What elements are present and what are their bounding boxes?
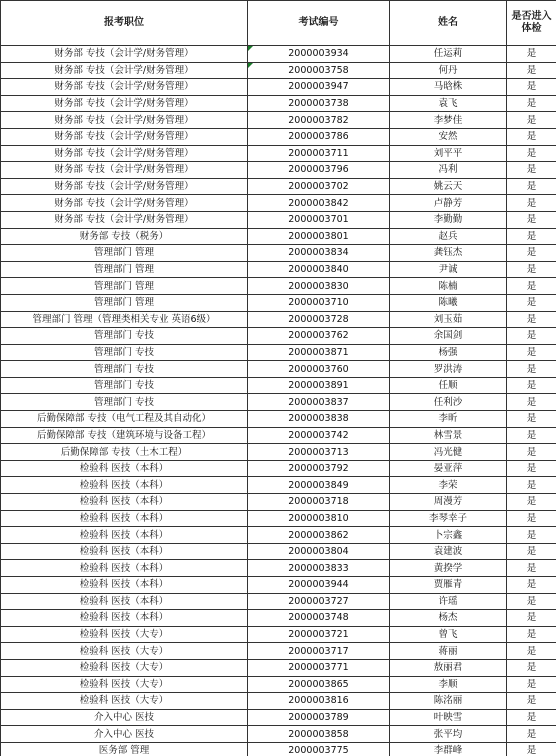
cell-exam-no[interactable]: 2000003934 [248, 46, 390, 63]
cell-name[interactable]: 周漫芳 [390, 494, 507, 511]
cell-exam-no[interactable]: 2000003816 [248, 693, 390, 710]
table-row [1, 95, 556, 112]
cell-name[interactable]: 马晗株 [390, 79, 507, 96]
cell-exam-no[interactable]: 2000003711 [248, 145, 390, 162]
cell-exam-no[interactable]: 2000003721 [248, 626, 390, 643]
cell-name[interactable]: 冯利 [390, 162, 507, 179]
cell-exam-no[interactable]: 2000003760 [248, 361, 390, 378]
cell-name[interactable]: 任运莉 [390, 46, 507, 63]
cell-physical-exam[interactable]: 是 [507, 593, 556, 610]
cell-physical-exam[interactable]: 是 [507, 527, 556, 544]
table-row [1, 245, 556, 262]
cell-exam-no[interactable]: 2000003782 [248, 112, 390, 129]
cell-physical-exam[interactable]: 是 [507, 510, 556, 527]
cell-position[interactable]: 管理部门 专技 [1, 377, 248, 394]
cell-physical-exam[interactable]: 是 [507, 145, 556, 162]
cell-exam-no[interactable]: 2000003775 [248, 742, 390, 756]
cell-position[interactable]: 检验科 医技（本科） [1, 477, 248, 494]
cell-physical-exam[interactable]: 是 [507, 444, 556, 461]
cell-exam-no[interactable]: 2000003762 [248, 328, 390, 345]
cell-position[interactable]: 检验科 医技（大专） [1, 676, 248, 693]
table-row [1, 659, 556, 676]
cell-position[interactable]: 财务部 专技（会计学/财务管理） [1, 79, 248, 96]
cell-physical-exam[interactable]: 是 [507, 311, 556, 328]
error-indicator-icon [248, 63, 253, 68]
cell-position[interactable]: 检验科 医技（本科） [1, 494, 248, 511]
cell-name[interactable]: 蒋丽 [390, 643, 507, 660]
cell-name[interactable]: 刘玉茹 [390, 311, 507, 328]
cell-exam-no[interactable]: 2000003838 [248, 411, 390, 428]
cell-name[interactable]: 张平均 [390, 726, 507, 743]
cell-physical-exam[interactable]: 是 [507, 261, 556, 278]
cell-exam-no[interactable]: 2000003833 [248, 560, 390, 577]
table-row [1, 311, 556, 328]
cell-exam-no[interactable]: 2000003727 [248, 593, 390, 610]
cell-name[interactable]: 冯光健 [390, 444, 507, 461]
header-physical-exam-text: 是否进入 体检 [511, 11, 552, 34]
cell-name[interactable]: 袁飞 [390, 95, 507, 112]
cell-position[interactable]: 检验科 医技（本科） [1, 510, 248, 527]
table-row [1, 178, 556, 195]
cell-physical-exam[interactable]: 是 [507, 643, 556, 660]
cell-position[interactable]: 后勤保障部 专技（土木工程） [1, 444, 248, 461]
cell-position[interactable]: 财务部 专技（会计学/财务管理） [1, 145, 248, 162]
table-row [1, 62, 556, 79]
cell-position[interactable]: 管理部门 专技 [1, 328, 248, 345]
cell-name[interactable]: 林雪景 [390, 427, 507, 444]
cell-name[interactable]: 姚云天 [390, 178, 507, 195]
table-row [1, 328, 556, 345]
table-row [1, 460, 556, 477]
cell-name[interactable]: 罗洪涛 [390, 361, 507, 378]
table-row [1, 510, 556, 527]
cell-position[interactable]: 检验科 医技（本科） [1, 577, 248, 594]
cell-position[interactable]: 管理部门 管理 [1, 261, 248, 278]
table-row [1, 693, 556, 710]
cell-position[interactable]: 介入中心 医技 [1, 726, 248, 743]
cell-physical-exam[interactable]: 是 [507, 128, 556, 145]
cell-name[interactable]: 卜宗鑫 [390, 527, 507, 544]
header-position[interactable]: 报考职位 [1, 1, 248, 46]
cell-name[interactable]: 陈洺丽 [390, 693, 507, 710]
cell-exam-no[interactable]: 2000003789 [248, 709, 390, 726]
cell-physical-exam[interactable]: 是 [507, 659, 556, 676]
cell-exam-no[interactable]: 2000003728 [248, 311, 390, 328]
cell-exam-no[interactable]: 2000003742 [248, 427, 390, 444]
cell-physical-exam[interactable]: 是 [507, 394, 556, 411]
cell-exam-no[interactable]: 2000003786 [248, 128, 390, 145]
cell-position[interactable]: 检验科 医技（大专） [1, 643, 248, 660]
cell-physical-exam[interactable]: 是 [507, 742, 556, 756]
cell-exam-no[interactable]: 2000003865 [248, 676, 390, 693]
cell-physical-exam[interactable]: 是 [507, 328, 556, 345]
header-exam-no[interactable]: 考试编号 [248, 1, 390, 46]
table-row [1, 211, 556, 228]
cell-physical-exam[interactable]: 是 [507, 676, 556, 693]
cell-name[interactable]: 陈楠 [390, 278, 507, 295]
cell-name[interactable]: 李昕 [390, 411, 507, 428]
table-row [1, 726, 556, 743]
table-row [1, 195, 556, 212]
cell-position[interactable]: 检验科 医技（本科） [1, 543, 248, 560]
cell-position[interactable]: 检验科 医技（大专） [1, 693, 248, 710]
cell-physical-exam[interactable]: 是 [507, 560, 556, 577]
table-row [1, 593, 556, 610]
table-row [1, 361, 556, 378]
cell-position[interactable]: 后勤保障部 专技（建筑环境与设备工程） [1, 427, 248, 444]
cell-physical-exam[interactable]: 是 [507, 46, 556, 63]
cell-name[interactable]: 曾飞 [390, 626, 507, 643]
cell-position[interactable]: 检验科 医技（本科） [1, 593, 248, 610]
cell-name[interactable]: 陈曦 [390, 294, 507, 311]
cell-exam-no[interactable]: 2000003717 [248, 643, 390, 660]
cell-position[interactable]: 检验科 医技（本科） [1, 527, 248, 544]
cell-name[interactable]: 李琴幸子 [390, 510, 507, 527]
cell-position[interactable]: 检验科 医技（本科） [1, 460, 248, 477]
table-row [1, 128, 556, 145]
cell-position[interactable]: 管理部门 专技 [1, 344, 248, 361]
cell-exam-no[interactable]: 2000003830 [248, 278, 390, 295]
cell-exam-no[interactable]: 2000003710 [248, 294, 390, 311]
cell-physical-exam[interactable]: 是 [507, 543, 556, 560]
cell-position[interactable]: 检验科 医技（大专） [1, 626, 248, 643]
cell-position[interactable]: 管理部门 专技 [1, 361, 248, 378]
cell-position[interactable]: 管理部门 管理（管理类相关专业 英语6级） [1, 311, 248, 328]
cell-name[interactable]: 龚钰杰 [390, 245, 507, 262]
table-row [1, 610, 556, 627]
cell-exam-no[interactable]: 2000003801 [248, 228, 390, 245]
cell-position[interactable]: 财务部 专技（会计学/财务管理） [1, 95, 248, 112]
table-row [1, 626, 556, 643]
cell-name[interactable]: 何丹 [390, 62, 507, 79]
cell-position[interactable]: 检验科 医技（大专） [1, 659, 248, 676]
cell-physical-exam[interactable]: 是 [507, 79, 556, 96]
cell-physical-exam[interactable]: 是 [507, 709, 556, 726]
table-row [1, 79, 556, 96]
cell-exam-no[interactable]: 2000003891 [248, 377, 390, 394]
cell-position[interactable]: 检验科 医技（本科） [1, 610, 248, 627]
cell-physical-exam[interactable]: 是 [507, 460, 556, 477]
cell-physical-exam[interactable]: 是 [507, 95, 556, 112]
cell-physical-exam[interactable]: 是 [507, 344, 556, 361]
table-row [1, 145, 556, 162]
cell-name[interactable]: 李荣 [390, 477, 507, 494]
table-row [1, 444, 556, 461]
cell-position[interactable]: 财务部 专技（会计学/财务管理） [1, 211, 248, 228]
cell-physical-exam[interactable]: 是 [507, 245, 556, 262]
cell-exam-no[interactable]: 2000003771 [248, 659, 390, 676]
cell-position[interactable]: 财务部 专技（会计学/财务管理） [1, 195, 248, 212]
cell-name[interactable]: 贾雁青 [390, 577, 507, 594]
cell-position[interactable]: 检验科 医技（本科） [1, 560, 248, 577]
table-row [1, 643, 556, 660]
cell-exam-no[interactable]: 2000003842 [248, 195, 390, 212]
cell-exam-no[interactable]: 2000003944 [248, 577, 390, 594]
cell-physical-exam[interactable]: 是 [507, 211, 556, 228]
table-row [1, 543, 556, 560]
cell-physical-exam[interactable]: 是 [507, 411, 556, 428]
cell-position[interactable]: 财务部 专技（会计学/财务管理） [1, 162, 248, 179]
cell-exam-no[interactable]: 2000003862 [248, 527, 390, 544]
cell-name[interactable]: 黄揆学 [390, 560, 507, 577]
cell-physical-exam[interactable]: 是 [507, 112, 556, 129]
cell-exam-no[interactable]: 2000003834 [248, 245, 390, 262]
cell-physical-exam[interactable]: 是 [507, 162, 556, 179]
cell-name[interactable]: 余国剑 [390, 328, 507, 345]
cell-position[interactable]: 管理部门 管理 [1, 294, 248, 311]
cell-exam-no[interactable]: 2000003858 [248, 726, 390, 743]
cell-position[interactable]: 管理部门 专技 [1, 394, 248, 411]
cell-name[interactable]: 许瑶 [390, 593, 507, 610]
table-body [1, 46, 556, 756]
cell-name[interactable]: 敖丽君 [390, 659, 507, 676]
cell-physical-exam[interactable]: 是 [507, 361, 556, 378]
cell-physical-exam[interactable]: 是 [507, 62, 556, 79]
cell-position[interactable]: 财务部 专技（税务） [1, 228, 248, 245]
cell-exam-no[interactable]: 2000003810 [248, 510, 390, 527]
cell-position[interactable]: 医务部 管理 [1, 742, 248, 756]
cell-position[interactable]: 财务部 专技（会计学/财务管理） [1, 178, 248, 195]
table-row [1, 477, 556, 494]
cell-name[interactable]: 刘平平 [390, 145, 507, 162]
table-row [1, 676, 556, 693]
cell-physical-exam[interactable]: 是 [507, 377, 556, 394]
cell-physical-exam[interactable]: 是 [507, 294, 556, 311]
cell-exam-no[interactable]: 2000003804 [248, 543, 390, 560]
cell-exam-no[interactable]: 2000003718 [248, 494, 390, 511]
cell-position[interactable]: 财务部 专技（会计学/财务管理） [1, 112, 248, 129]
header-physical-exam[interactable] [507, 1, 556, 46]
table-row [1, 46, 556, 63]
cell-physical-exam[interactable]: 是 [507, 626, 556, 643]
cell-name[interactable]: 赵兵 [390, 228, 507, 245]
cell-exam-no[interactable]: 2000003947 [248, 79, 390, 96]
table-row [1, 228, 556, 245]
cell-exam-no[interactable]: 2000003748 [248, 610, 390, 627]
cell-exam-no[interactable]: 2000003738 [248, 95, 390, 112]
table-row [1, 560, 556, 577]
cell-physical-exam[interactable]: 是 [507, 427, 556, 444]
cell-position[interactable]: 后勤保障部 专技（电气工程及其自动化） [1, 411, 248, 428]
cell-exam-no[interactable]: 2000003702 [248, 178, 390, 195]
cell-exam-no[interactable]: 2000003713 [248, 444, 390, 461]
cell-exam-no[interactable]: 2000003701 [248, 211, 390, 228]
cell-position[interactable]: 介入中心 医技 [1, 709, 248, 726]
error-indicator-icon [248, 46, 253, 51]
table-row [1, 527, 556, 544]
cell-position[interactable]: 管理部门 管理 [1, 278, 248, 295]
table-row [1, 411, 556, 428]
table-row [1, 162, 556, 179]
cell-name[interactable]: 晏亚萍 [390, 460, 507, 477]
table-row [1, 294, 556, 311]
table-row [1, 494, 556, 511]
table-row [1, 742, 556, 756]
cell-physical-exam[interactable]: 是 [507, 477, 556, 494]
cell-name[interactable]: 李勤勤 [390, 211, 507, 228]
cell-exam-no[interactable]: 2000003849 [248, 477, 390, 494]
cell-name[interactable]: 杨杰 [390, 610, 507, 627]
cell-name[interactable]: 任顺 [390, 377, 507, 394]
cell-name[interactable]: 袁建波 [390, 543, 507, 560]
cell-position[interactable]: 财务部 专技（会计学/财务管理） [1, 128, 248, 145]
cell-physical-exam[interactable]: 是 [507, 494, 556, 511]
cell-physical-exam[interactable]: 是 [507, 278, 556, 295]
cell-exam-no[interactable]: 2000003871 [248, 344, 390, 361]
table-row [1, 261, 556, 278]
table-row [1, 278, 556, 295]
cell-position[interactable]: 管理部门 管理 [1, 245, 248, 262]
cell-exam-no[interactable]: 2000003840 [248, 261, 390, 278]
cell-exam-no[interactable]: 2000003792 [248, 460, 390, 477]
cell-name[interactable]: 尹诚 [390, 261, 507, 278]
cell-name[interactable]: 安然 [390, 128, 507, 145]
cell-physical-exam[interactable]: 是 [507, 610, 556, 627]
cell-name[interactable]: 李梦佳 [390, 112, 507, 129]
cell-physical-exam[interactable]: 是 [507, 195, 556, 212]
cell-position[interactable]: 财务部 专技（会计学/财务管理） [1, 62, 248, 79]
cell-name[interactable]: 李群峰 [390, 742, 507, 756]
table-row [1, 427, 556, 444]
cell-exam-no[interactable]: 2000003796 [248, 162, 390, 179]
cell-physical-exam[interactable]: 是 [507, 577, 556, 594]
cell-name[interactable]: 卢静芳 [390, 195, 507, 212]
cell-physical-exam[interactable]: 是 [507, 228, 556, 245]
cell-exam-no[interactable]: 2000003758 [248, 62, 390, 79]
table-row [1, 344, 556, 361]
cell-physical-exam[interactable]: 是 [507, 693, 556, 710]
cell-name[interactable]: 叶映雪 [390, 709, 507, 726]
table-row [1, 377, 556, 394]
cell-name[interactable]: 李顺 [390, 676, 507, 693]
table-row [1, 394, 556, 411]
cell-exam-no[interactable]: 2000003837 [248, 394, 390, 411]
header-row [1, 1, 556, 46]
table-row [1, 577, 556, 594]
header-name[interactable]: 姓名 [390, 1, 507, 46]
cell-physical-exam[interactable]: 是 [507, 178, 556, 195]
cell-position[interactable]: 财务部 专技（会计学/财务管理） [1, 46, 248, 63]
cell-name[interactable]: 任利沙 [390, 394, 507, 411]
table-row [1, 709, 556, 726]
cell-physical-exam[interactable]: 是 [507, 726, 556, 743]
cell-name[interactable]: 杨强 [390, 344, 507, 361]
table-row [1, 112, 556, 129]
